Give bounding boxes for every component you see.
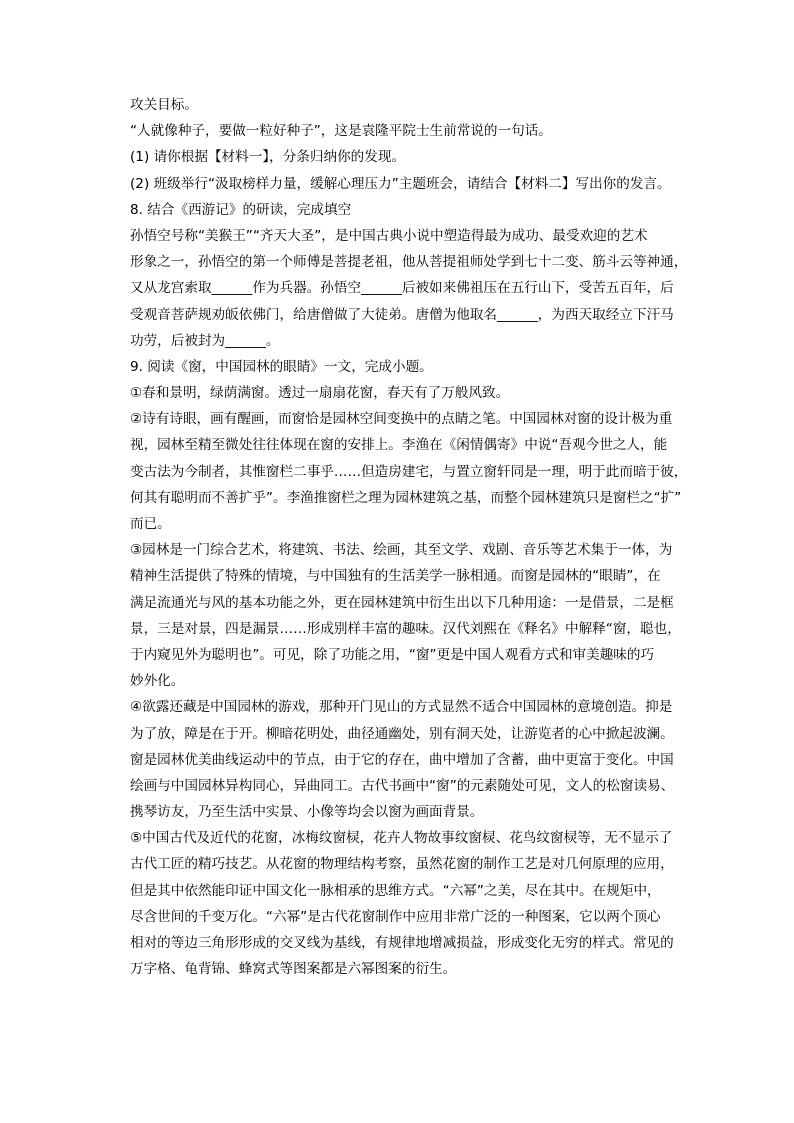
- text-line: 为了放，障是在于开。柳暗花明处，曲径通幽处，别有洞天处，让游览者的心中掀起波澜。: [130, 725, 674, 742]
- text-line: 9. 阅读《窗，中国园林的眼睛》一文，完成小题。: [130, 358, 433, 375]
- text-line: 又从龙宫索取______作为兵器。孙悟空______后被如来佛祖压在五行山下，受苦五百年，后: [130, 280, 674, 297]
- text-line: 景，三是对景，四是漏景……形成别样丰富的趣味。汉代刘熙在《释名》中解释“窗，聪也，: [130, 620, 681, 637]
- text-line: ①春和景明，绿荫满窗。透过一扇扇花窗，春天有了万般风致。: [130, 385, 510, 402]
- text-line: ③园林是一门综合艺术，将建筑、书法、绘画，其至文学、戏剧、音乐等艺术集于一体，为: [130, 542, 673, 559]
- text-line: (1) 请你根据【材料一】，分条归纳你的发现。: [130, 149, 406, 166]
- text-line: 但是其中依然能印证中国文化一脉相承的思维方式。“六幂”之美，尽在其中。在规矩中，: [130, 882, 661, 899]
- text-line: ⑤中国古代及近代的花窗，冰梅纹窗棂，花卉人物故事纹窗棂、花鸟纹窗棂等，无不显示了: [130, 830, 673, 847]
- text-line: 相对的等边三角形形成的交叉线为基线，有规律地增减损益，形成变化无穷的样式。常见的: [130, 935, 674, 951]
- text-line: 窗是园林优美曲线运动中的节点，由于它的存在，曲中增加了含蓄，曲中更富于变化。中国: [130, 751, 674, 768]
- text-line: 攻关目标。: [130, 97, 198, 113]
- text-line: 视，园林至精至微处往往体现在窗的安排上。李渔在《闲情偶寄》中说“吾观今世之人，能: [130, 437, 668, 454]
- text-line: 变古法为今制者，其惟窗栏二事乎……但造房建宅，与置立窗轩同是一理，明于此而暗于彼，: [130, 463, 688, 480]
- text-line: 于内窥见外为聪明也”。可见，除了功能之用，“窗”更是中国人观看方式和审美趣味的巧: [130, 646, 655, 663]
- text-line: 古代工匠的精巧技艺。从花窗的物理结构考察，虽然花窗的制作工艺是对几何原理的应用，: [130, 856, 674, 873]
- document-body: [130, 92, 688, 982]
- text-line: 携琴访友，乃至生活中实景、小像等均会以窗为画面背景。: [130, 804, 484, 821]
- text-line: 满足流通光与风的基本功能之外，更在园林建筑中衍生出以下几种用途：一是借景，二是框: [130, 594, 674, 611]
- text-line: 功劳，后被封为______。: [130, 332, 280, 349]
- text-line: 而已。: [130, 516, 171, 532]
- text-line: “人就像种子，要做一粒好种子”，这是袁隆平院士生前常说的一句话。: [130, 123, 552, 140]
- text-line: ②诗有诗眼，画有醒画，而窗恰是园林空间变换中的点睛之笔。中国园林对窗的设计极为重: [130, 411, 673, 428]
- text-line: 何其有聪明而不善扩乎”。李渔推窗栏之理为园林建筑之基，而整个园林建筑只是窗栏之“扩”: [130, 489, 682, 506]
- text-line: 万字格、龟背锦、蜂窝式等图案都是六幂图案的衍生。: [130, 961, 457, 978]
- text-line: 尽含世间的千变万化。“六幂”是古代花窗制作中应用非常广泛的一种图案，它以两个顶心: [130, 908, 661, 925]
- text-line: 妙外化。: [130, 673, 185, 690]
- text-line: ④欲露还藏是中国园林的游戏，那种开门见山的方式显然不适合中国园林的意境创造。抑是: [130, 699, 673, 716]
- text-line: 形象之一，孙悟空的第一个师傅是菩提老祖，他从菩提祖师处学到七十二变、筋斗云等神通，: [130, 254, 688, 271]
- text-line: 受观音菩萨规劝皈依佛门，给唐僧做了大徒弟。唐僧为他取名______，为西天取经立下汗马: [130, 306, 674, 323]
- text-line: 精神生活提供了特殊的情境，与中国独有的生活美学一脉相通。而窗是园林的“眼睛”，在: [130, 568, 661, 585]
- text-line: 绘画与中国园林异构同心，异曲同工。古代书画中“窗”的元素随处可见，文人的松窗读易、: [130, 777, 675, 794]
- text-line: 孙悟空号称“美猴王”“齐天大圣”，是中国古典小说中塑造得最为成功、最受欢迎的艺术: [130, 227, 648, 244]
- text-line: (2) 班级举行“汲取榜样力量，缓解心理压力”主题班会，请结合【材料二】写出你的发言。: [130, 175, 671, 192]
- text-line: 8. 结合《西游记》的研读，完成填空: [130, 201, 352, 218]
